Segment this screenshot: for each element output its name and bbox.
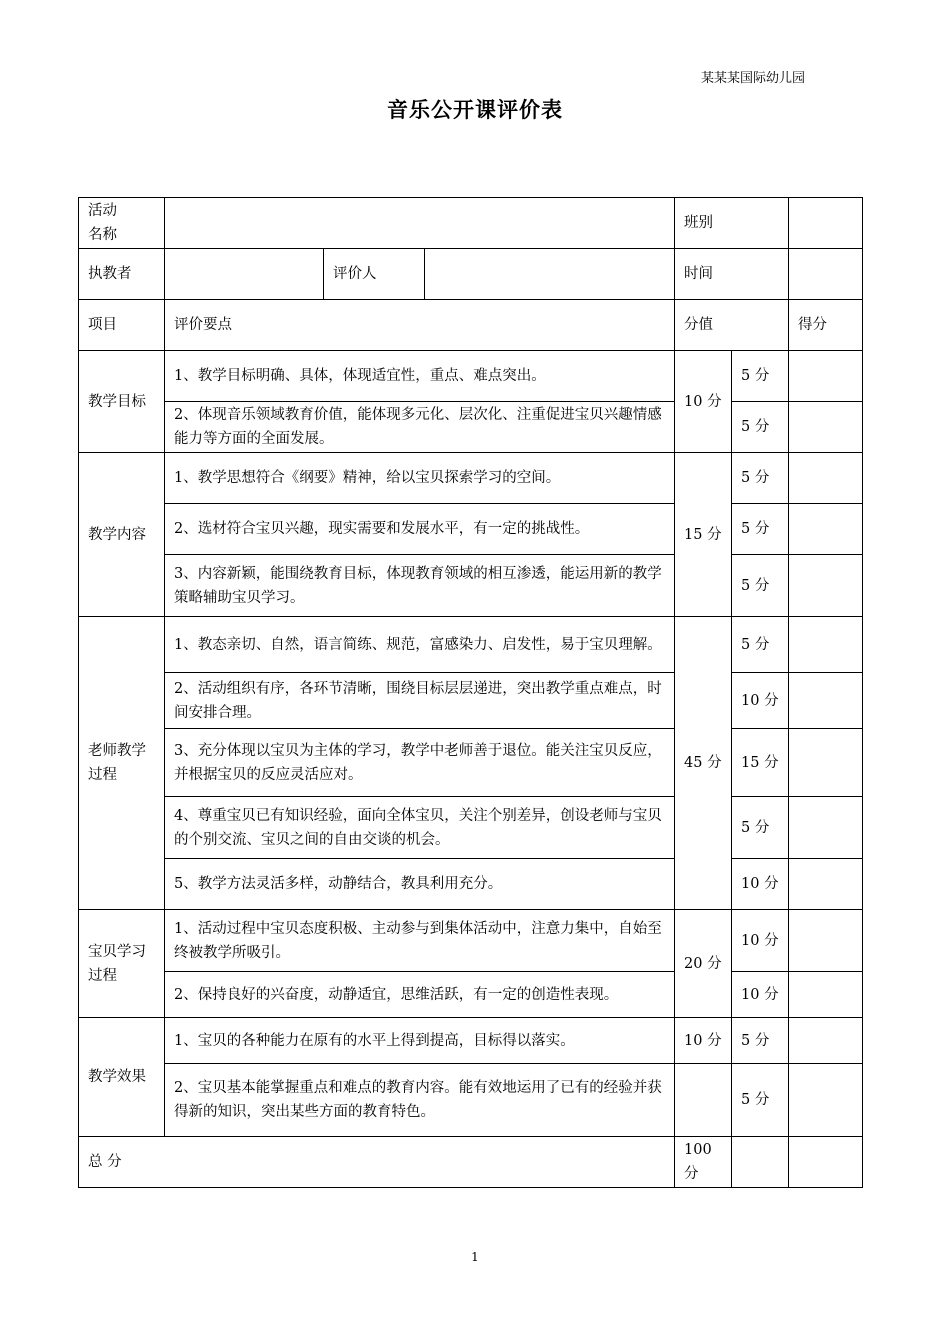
total-label: 总 分 bbox=[79, 1137, 675, 1188]
column-header-value: 分值 bbox=[675, 300, 789, 351]
criterion-value: 10 分 bbox=[732, 673, 789, 729]
header-organization: 某某某国际幼儿园 bbox=[700, 71, 805, 86]
score-field[interactable] bbox=[789, 453, 863, 504]
teacher-field[interactable] bbox=[165, 249, 324, 300]
total-value-blank bbox=[732, 1137, 789, 1188]
criterion-value: 15 分 bbox=[732, 729, 789, 797]
document-title: 音乐公开课评价表 bbox=[387, 98, 563, 122]
time-label: 时间 bbox=[675, 249, 789, 300]
criterion-value: 5 分 bbox=[732, 504, 789, 555]
class-field[interactable] bbox=[789, 198, 863, 249]
activity-name-field[interactable] bbox=[165, 198, 675, 249]
criterion-text: 1、教态亲切、自然，语言简练、规范，富感染力、启发性，易于宝贝理解。 bbox=[165, 617, 675, 673]
score-field[interactable] bbox=[789, 673, 863, 729]
section-total: 10 分 bbox=[675, 1018, 732, 1064]
score-field[interactable] bbox=[789, 1064, 863, 1137]
section-name: 教学目标 bbox=[79, 351, 165, 453]
section-name: 教学内容 bbox=[79, 453, 165, 617]
criterion-text: 1、教学目标明确、具体，体现适宜性，重点、难点突出。 bbox=[165, 351, 675, 402]
criterion-value: 10 分 bbox=[732, 910, 789, 972]
score-field[interactable] bbox=[789, 351, 863, 402]
criterion-value: 5 分 bbox=[732, 555, 789, 617]
criterion-value: 5 分 bbox=[732, 453, 789, 504]
section-total: 45 分 bbox=[675, 617, 732, 910]
section-name: 老师教学过程 bbox=[79, 617, 165, 910]
criterion-text: 2、选材符合宝贝兴趣，现实需要和发展水平，有一定的挑战性。 bbox=[165, 504, 675, 555]
criterion-value: 10 分 bbox=[732, 859, 789, 910]
criterion-text: 3、充分体现以宝贝为主体的学习，教学中老师善于退位。能关注宝贝反应，并根据宝贝的反应灵活应对。 bbox=[165, 729, 675, 797]
section-name: 宝贝学习过程 bbox=[79, 910, 165, 1018]
section-name: 教学效果 bbox=[79, 1018, 165, 1137]
score-field[interactable] bbox=[789, 729, 863, 797]
criterion-value: 10 分 bbox=[732, 972, 789, 1018]
score-field[interactable] bbox=[789, 402, 863, 453]
criterion-value: 5 分 bbox=[732, 1018, 789, 1064]
evaluator-field[interactable] bbox=[425, 249, 675, 300]
time-field[interactable] bbox=[789, 249, 863, 300]
section-total: 15 分 bbox=[675, 453, 732, 617]
total-score-field[interactable] bbox=[789, 1137, 863, 1188]
criterion-text: 2、体现音乐领域教育价值，能体现多元化、层次化、注重促进宝贝兴趣情感能力等方面的全面发展。 bbox=[165, 402, 675, 453]
score-field[interactable] bbox=[789, 859, 863, 910]
score-field[interactable] bbox=[789, 617, 863, 673]
score-field[interactable] bbox=[789, 797, 863, 859]
score-field[interactable] bbox=[789, 504, 863, 555]
column-header-points: 评价要点 bbox=[165, 300, 675, 351]
criterion-text: 3、内容新颖，能围绕教育目标，体现教育领域的相互渗透，能运用新的教学策略辅助宝贝学习。 bbox=[165, 555, 675, 617]
teacher-label: 执教者 bbox=[79, 249, 165, 300]
criterion-text: 1、活动过程中宝贝态度积极、主动参与到集体活动中，注意力集中，自始至终被教学所吸引。 bbox=[165, 910, 675, 972]
column-header-score: 得分 bbox=[789, 300, 863, 351]
score-field[interactable] bbox=[789, 910, 863, 972]
criterion-text: 5、教学方法灵活多样，动静结合，教具利用充分。 bbox=[165, 859, 675, 910]
criterion-value: 5 分 bbox=[732, 797, 789, 859]
criterion-value: 5 分 bbox=[732, 1064, 789, 1137]
page-number: 1 bbox=[471, 1250, 479, 1264]
criterion-text: 2、宝贝基本能掌握重点和难点的教育内容。能有效地运用了已有的经验并获得新的知识，突出某些方面的教育特色。 bbox=[165, 1064, 675, 1137]
total-value: 100 分 bbox=[675, 1137, 732, 1188]
score-field[interactable] bbox=[789, 972, 863, 1018]
section-total bbox=[675, 1064, 732, 1137]
class-label: 班别 bbox=[675, 198, 789, 249]
criterion-value: 5 分 bbox=[732, 402, 789, 453]
evaluator-label: 评价人 bbox=[324, 249, 425, 300]
score-field[interactable] bbox=[789, 1018, 863, 1064]
criterion-text: 1、教学思想符合《纲要》精神，给以宝贝探索学习的空间。 bbox=[165, 453, 675, 504]
section-total: 20 分 bbox=[675, 910, 732, 1018]
criterion-text: 1、宝贝的各种能力在原有的水平上得到提高，目标得以落实。 bbox=[165, 1018, 675, 1064]
score-field[interactable] bbox=[789, 555, 863, 617]
criterion-text: 2、保持良好的兴奋度，动静适宜，思维活跃，有一定的创造性表现。 bbox=[165, 972, 675, 1018]
column-header-item: 项目 bbox=[79, 300, 165, 351]
criterion-text: 2、活动组织有序，各环节清晰，围绕目标层层递进，突出教学重点难点，时间安排合理。 bbox=[165, 673, 675, 729]
section-total: 10 分 bbox=[675, 351, 732, 453]
activity-name-label: 活动 名称 bbox=[79, 198, 165, 249]
evaluation-table bbox=[78, 197, 863, 1188]
criterion-text: 4、尊重宝贝已有知识经验，面向全体宝贝，关注个别差异，创设老师与宝贝的个别交流、宝贝之间的自由交谈的机会。 bbox=[165, 797, 675, 859]
criterion-value: 5 分 bbox=[732, 617, 789, 673]
criterion-value: 5 分 bbox=[732, 351, 789, 402]
